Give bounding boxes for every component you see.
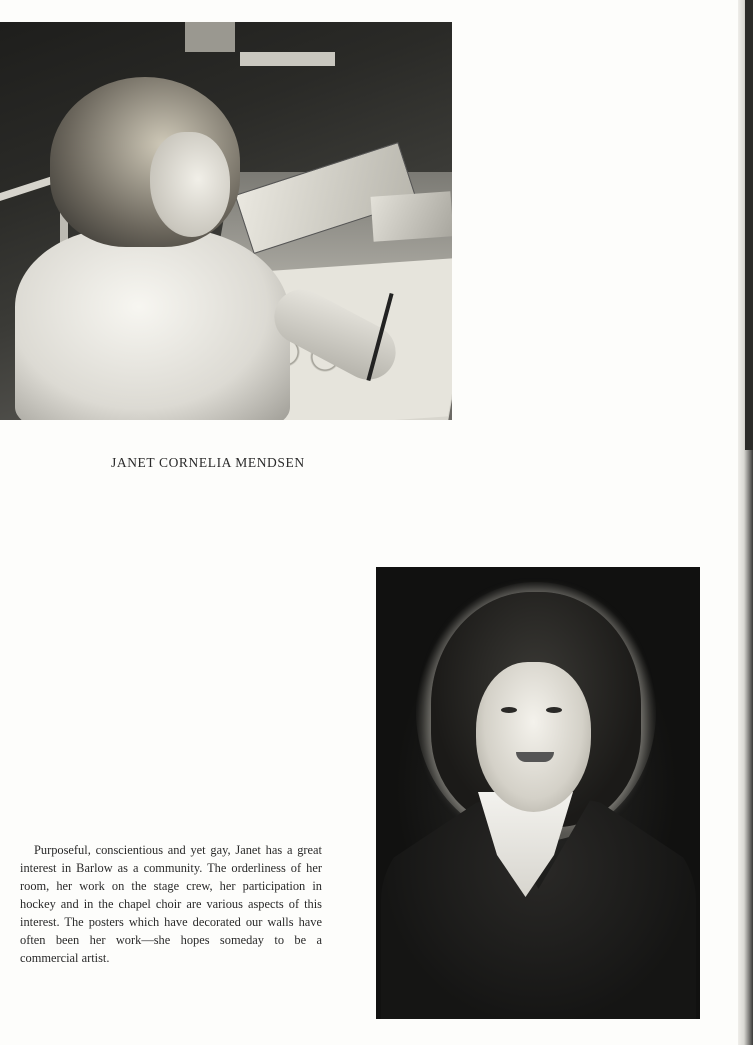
photo-book	[371, 191, 452, 241]
student-name-caption: JANET CORNELIA MENDSEN	[111, 455, 305, 470]
portrait-smile	[516, 752, 554, 762]
candid-photo	[0, 22, 452, 420]
portrait-photo	[376, 567, 700, 1019]
portrait-eye-right	[546, 707, 562, 713]
photo-shelf	[240, 52, 335, 66]
page-edge-shadow	[745, 0, 753, 450]
bio-paragraph: Purposeful, conscientious and yet gay, Janet has a great interest in Barlow as a community. The orderliness of her room, her work on the stage crew, her participation in hockey and in the chapel choir are various aspects of this interest. The posters which have decorated our walls have often been her work—she hopes someday to be a commercial artist.	[20, 843, 322, 966]
photo-subject-face	[150, 132, 230, 237]
photo-subject-blouse	[15, 227, 290, 420]
portrait-eye-left	[501, 707, 517, 713]
photo-window	[185, 22, 235, 52]
portrait-face	[476, 662, 591, 812]
